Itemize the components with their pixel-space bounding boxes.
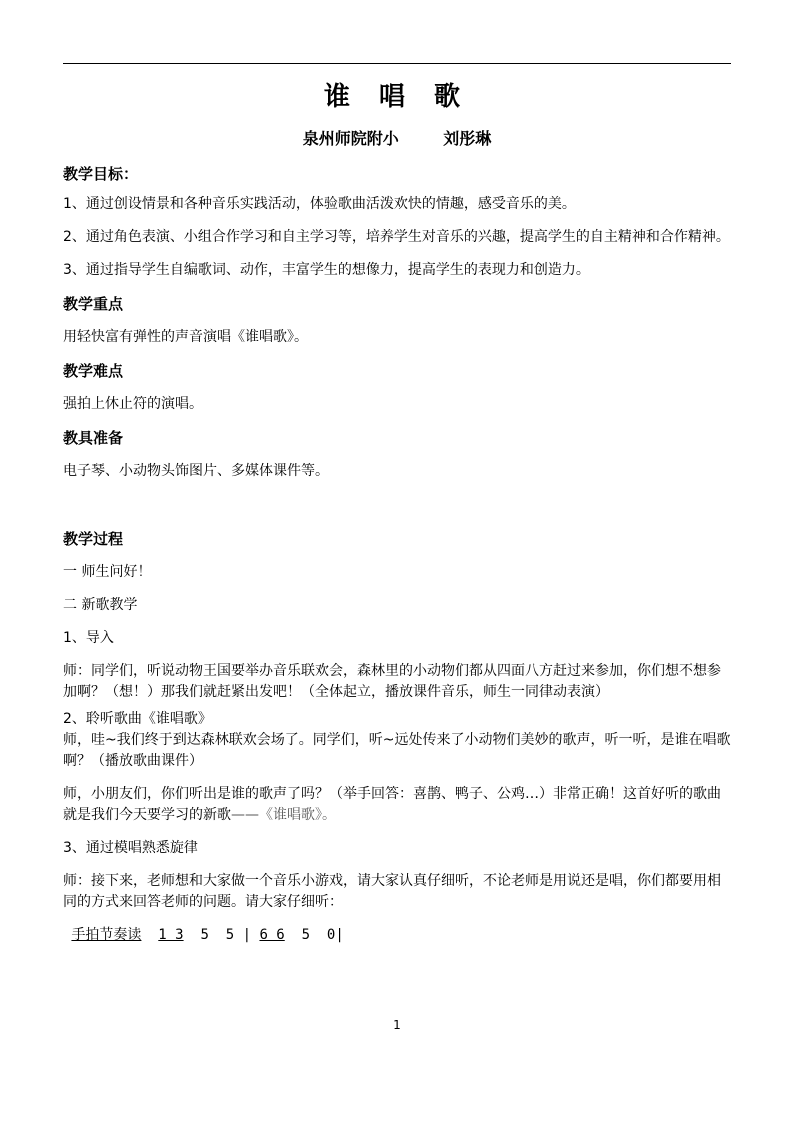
- document-body: [63, 80, 731, 946]
- difficult-text: 强拍上休止符的演唱。: [63, 396, 203, 412]
- notation-group-1: 1 3: [158, 927, 184, 943]
- difficult-heading: 教学难点: [63, 362, 124, 380]
- paragraph-listen: 师，哇~我们终于到达森林联欢会场了。同学们，听~远处传来了小动物们美妙的歌声，听一听，是谁在唱歌啊？（播放歌曲课件）: [63, 732, 731, 769]
- notation-label: 手拍节奏读: [71, 927, 142, 943]
- goal-3: 3、通过指导学生自编歌词、动作，丰富学生的想像力，提高学生的表现力和创造力。: [63, 262, 590, 278]
- author-byline: 泉州师院附小 刘彤琳: [302, 129, 492, 148]
- substep-3: 3、通过模唱熟悉旋律: [63, 840, 198, 856]
- goal-2: 2、通过角色表演、小组合作学习和自主学习等，培养学生对音乐的兴趣，提高学生的自主精神和合作精神。: [63, 229, 730, 245]
- step-2: 二 新歌教学: [63, 597, 138, 613]
- substep-2: 2、聆听歌曲《谁唱歌》: [63, 711, 212, 727]
- document-title: 谁 唱 歌: [323, 82, 471, 112]
- paragraph-game: 师：接下来，老师想和大家做一个音乐小游戏，请大家认真仔细听，不论老师是用说还是唱，你们都要用相同的方式来回答老师的问题。请大家仔细听：: [63, 873, 721, 910]
- key-text: 用轻快富有弹性的声音演唱《谁唱歌》。: [63, 329, 308, 345]
- paragraph-intro: 师：同学们，听说动物王国要举办音乐联欢会，森林里的小动物们都从四面八方赶过来参加，你们想不想参加啊？（想！）那我们就赶紧出发吧！（全体起立，播放课件音乐，师生一同律动表演）: [63, 663, 721, 700]
- song-title-reference: ——《谁唱歌》。: [231, 807, 336, 823]
- process-heading: 教学过程: [63, 530, 124, 548]
- prep-text: 电子琴、小动物头饰图片、多媒体课件等。: [63, 463, 329, 479]
- notation-group-2: 5 5 |: [183, 927, 260, 943]
- page-number: 1: [393, 1018, 401, 1032]
- paragraph-answer-main: 师，小朋友们，你们听出是谁的歌声了吗？（举手回答：喜鹊、鸭子、公鸡…）非常正确！这首好听的歌曲就是我们今天要学习的新歌: [63, 786, 721, 823]
- prep-heading: 教具准备: [63, 429, 124, 447]
- header-rule: [63, 63, 731, 64]
- notation-group-3: 6 6: [259, 927, 285, 943]
- notation-group-4: 5 0|: [284, 927, 344, 943]
- goal-1: 1、通过创设情景和各种音乐实践活动，体验歌曲活泼欢快的情趣，感受音乐的美。: [63, 196, 576, 212]
- goals-heading: 教学目标：: [63, 165, 139, 183]
- paragraph-answer: [63, 784, 731, 826]
- key-heading: 教学重点: [63, 295, 124, 313]
- substep-1: 1、导入: [63, 630, 114, 646]
- step-1: 一 师生问好！: [63, 564, 152, 580]
- rhythm-notation: [63, 925, 731, 946]
